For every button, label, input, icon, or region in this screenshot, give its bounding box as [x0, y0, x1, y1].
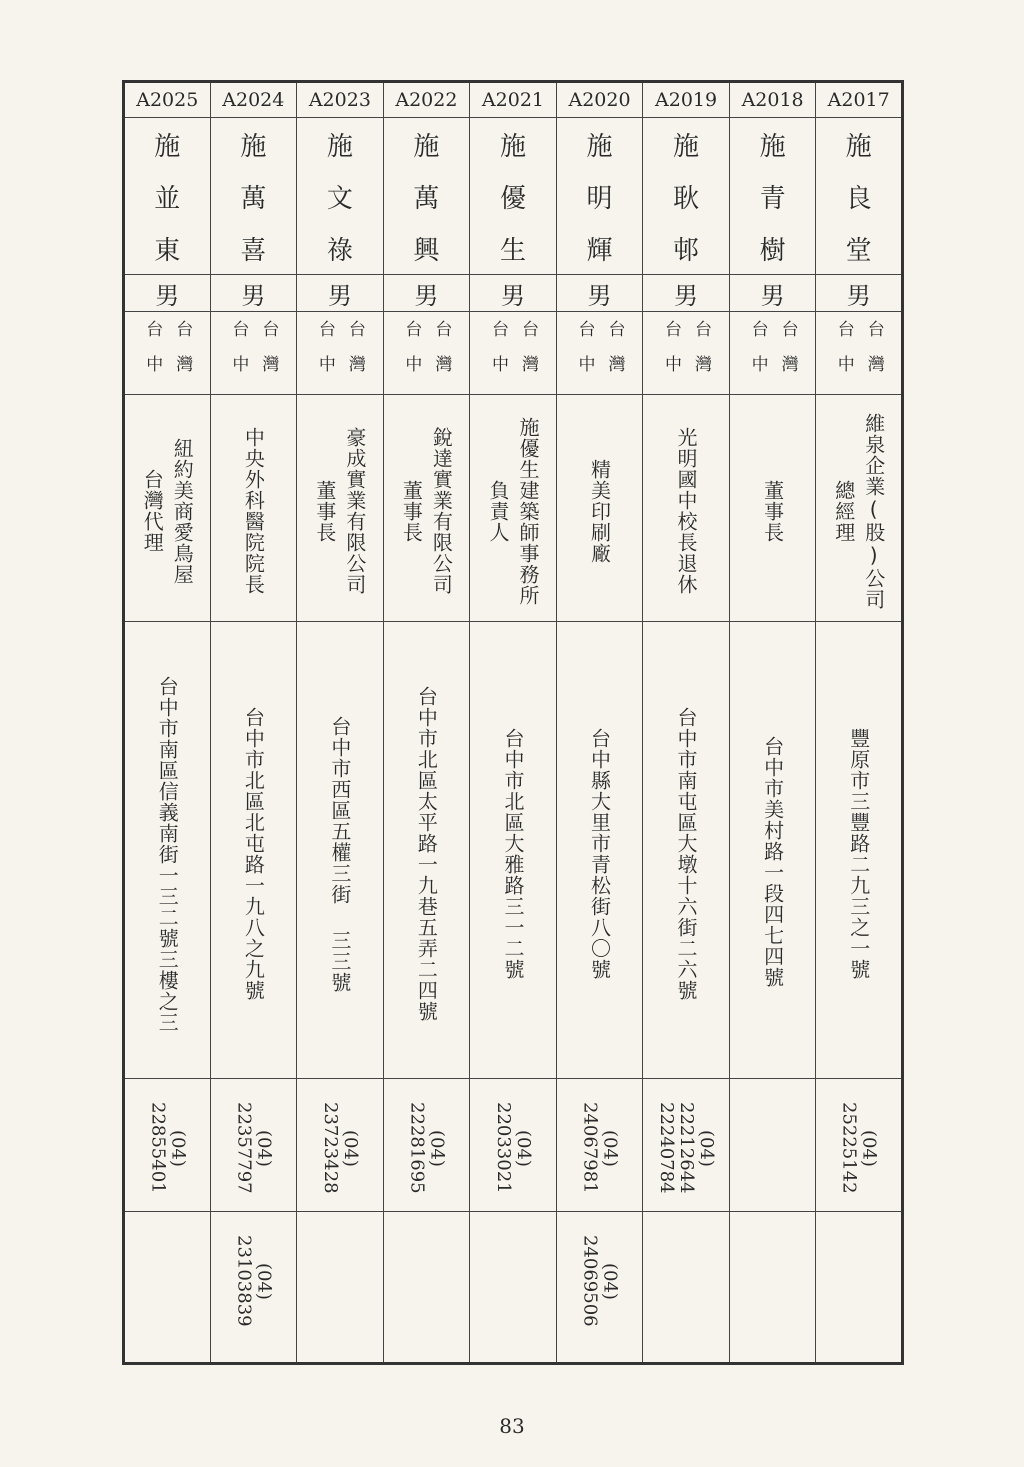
member-phone-row [124, 1079, 903, 1212]
member-phone2-empty [297, 1212, 384, 1364]
member-phone-empty [729, 1079, 816, 1212]
member-origin-row [124, 312, 903, 395]
member-address-row [124, 622, 903, 1079]
member-name: 施 文 祿 [326, 131, 353, 266]
member-title: 施優生建築師事務所 負責人 [485, 416, 540, 606]
member-name: 施 萬 興 [413, 131, 440, 266]
member-sex: 男 [383, 275, 470, 312]
member-origin: 台灣 台中 [574, 320, 625, 390]
member-origin: 台灣 台中 [661, 320, 712, 390]
member-origin: 台灣 台中 [747, 320, 798, 390]
member-registry-table [122, 80, 904, 1365]
member-sex: 男 [297, 275, 384, 312]
member-address: 台中市北區太平路一九巷五弄二四號 [414, 686, 439, 1022]
member-phone: (04) 22212644 22240784 [656, 1102, 718, 1194]
member-name: 施 優 生 [499, 131, 526, 266]
member-title: 維泉企業(股)公司 總經理 [831, 412, 886, 610]
member-title: 光明國中校長退休 [674, 427, 699, 595]
member-phone: (04) 23723428 [319, 1102, 361, 1194]
member-phone: (04) 22033021 [492, 1102, 534, 1194]
member-id: A2018 [729, 82, 816, 118]
member-address: 台中市南屯區大墩十六街二六號 [674, 707, 699, 1001]
member-origin: 台灣 台中 [833, 320, 884, 390]
member-name: 施 明 輝 [586, 131, 613, 266]
member-title: 銳達實業有限公司 董事長 [399, 427, 454, 595]
member-phone: (04) 24067981 [579, 1102, 621, 1194]
member-origin: 台灣 台中 [314, 320, 365, 390]
member-address: 台中縣大里市青松街八〇號 [587, 728, 612, 980]
member-sex: 男 [470, 275, 557, 312]
member-id: A2025 [124, 82, 211, 118]
member-title-row [124, 395, 903, 622]
member-id: A2021 [470, 82, 557, 118]
member-id-row [124, 82, 903, 118]
member-id: A2017 [816, 82, 903, 118]
member-sex: 男 [210, 275, 297, 312]
member-origin: 台灣 台中 [228, 320, 279, 390]
member-sex: 男 [556, 275, 643, 312]
member-phone2-empty [816, 1212, 903, 1364]
member-name: 施 良 堂 [845, 131, 872, 266]
member-name: 施 青 樹 [759, 131, 786, 266]
member-id: A2023 [297, 82, 384, 118]
member-sex: 男 [124, 275, 211, 312]
member-phone: (04) 25225142 [838, 1102, 880, 1194]
member-phone2-empty [643, 1212, 730, 1364]
member-id: A2019 [643, 82, 730, 118]
member-title: 中央外科醫院院長 [241, 427, 266, 595]
member-title: 紐約美商愛鳥屋 台灣代理 [140, 437, 195, 585]
member-address: 台中市美村路一段四七四號 [760, 736, 785, 988]
member-phone2-row [124, 1212, 903, 1364]
member-name: 施 並 東 [154, 131, 181, 266]
member-name: 施 萬 喜 [240, 131, 267, 266]
member-address: 台中市南區信義南街一三二號三樓之三 [155, 675, 180, 1033]
member-address: 豐原市三豐路二九三之一號 [846, 728, 871, 980]
member-id: A2022 [383, 82, 470, 118]
member-origin: 台灣 台中 [142, 320, 193, 390]
member-sex-row [124, 275, 903, 312]
member-phone: (04) 22855401 [147, 1102, 189, 1194]
member-phone: (04) 22357797 [233, 1102, 275, 1194]
member-sex: 男 [643, 275, 730, 312]
member-title: 精美印刷廠 [587, 458, 612, 564]
member-id: A2024 [210, 82, 297, 118]
member-phone: (04) 22281695 [406, 1102, 448, 1194]
member-phone2: (04) 23103839 [233, 1235, 275, 1327]
member-phone2: (04) 24069506 [579, 1235, 621, 1327]
member-phone2-empty [383, 1212, 470, 1364]
member-origin: 台灣 台中 [487, 320, 538, 390]
member-origin: 台灣 台中 [401, 320, 452, 390]
member-address: 台中市西區五權三街 三三號 [327, 715, 352, 993]
member-id: A2020 [556, 82, 643, 118]
member-phone2-empty [124, 1212, 211, 1364]
member-name: 施 耿 邨 [673, 131, 700, 266]
member-address: 台中市北區大雅路三一二號 [500, 728, 525, 980]
member-phone2-empty [470, 1212, 557, 1364]
member-phone2-empty [729, 1212, 816, 1364]
member-sex: 男 [816, 275, 903, 312]
member-sex: 男 [729, 275, 816, 312]
member-name-row [124, 118, 903, 275]
page-number: 83 [499, 1414, 525, 1438]
member-title: 董事長 [760, 479, 785, 543]
member-title: 豪成實業有限公司 董事長 [312, 427, 367, 595]
member-address: 台中市北區北屯路一九八之九號 [241, 707, 266, 1001]
